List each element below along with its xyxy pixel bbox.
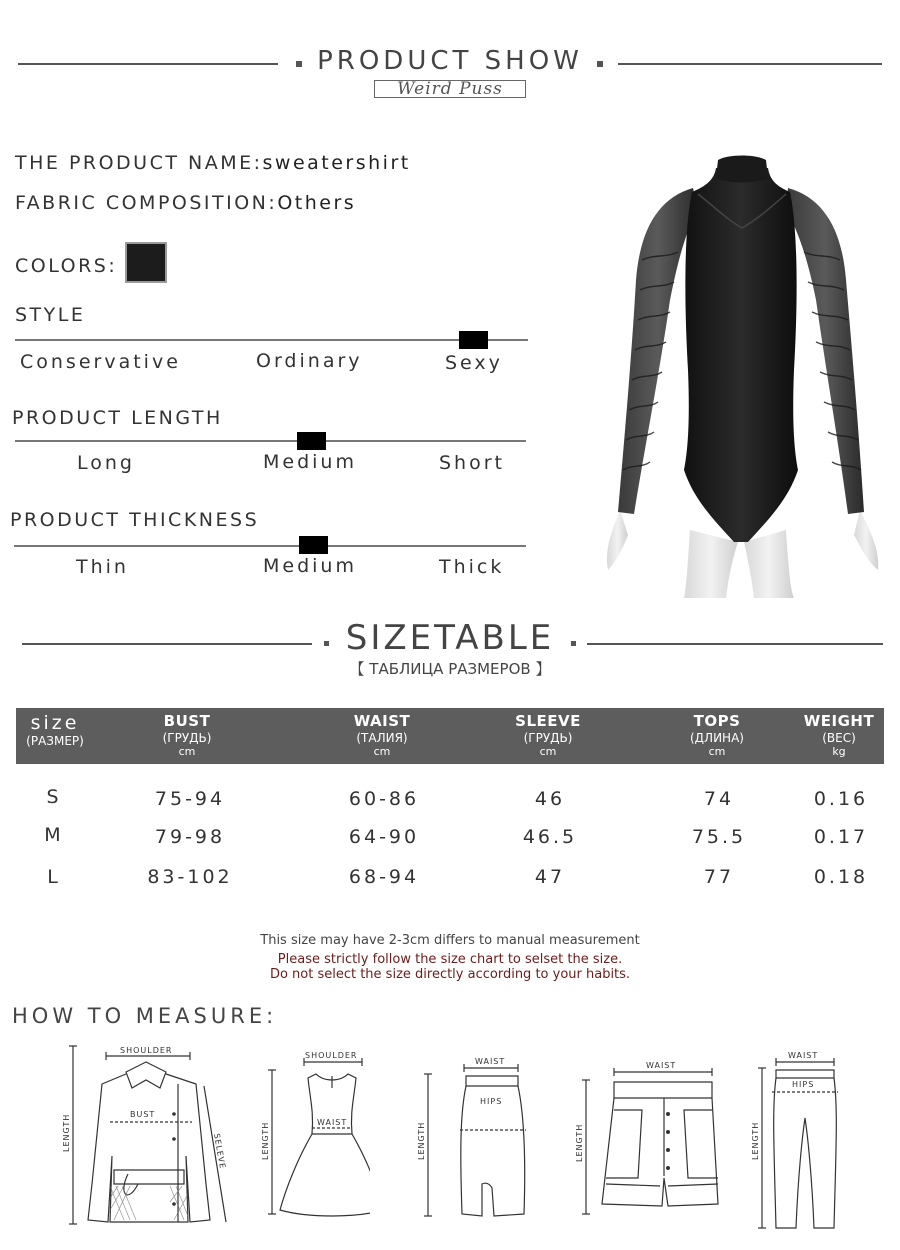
col-bust-ru: (ГРУДЬ) — [162, 731, 212, 745]
size-table-header — [16, 708, 884, 764]
style-option-conservative: Conservative — [20, 351, 181, 373]
cell-waist: 64-90 — [348, 826, 420, 848]
cell-bust: 75-94 — [154, 788, 226, 810]
length-option-long: Long — [77, 452, 135, 474]
header-rule-right — [618, 63, 882, 65]
length-option-short: Short — [439, 452, 505, 474]
sizetable-rule-right — [587, 643, 883, 645]
cell-tops: 74 — [703, 788, 735, 810]
thickness-scale-track — [14, 545, 526, 547]
col-size — [16, 708, 94, 748]
jacket-diagram — [58, 1044, 236, 1230]
size-warning-line1: Please strictly follow the size chart to selset the size. — [277, 952, 623, 967]
col-tops-ru: (ДЛИНА) — [690, 731, 744, 745]
cell-waist: 68-94 — [348, 866, 420, 888]
shorts-diagram — [572, 1058, 724, 1218]
brand-label: Weird Puss — [374, 80, 526, 98]
cell-sleeve: 47 — [534, 866, 566, 888]
how-to-measure-title: HOW TO MEASURE: — [12, 1004, 278, 1028]
col-sleeve-ru: (ГРУДЬ) — [523, 731, 573, 745]
shorts-length-label: LENGTH — [575, 1123, 584, 1162]
colors-label: COLORS: — [15, 255, 118, 277]
cell-weight: 0.18 — [813, 866, 869, 888]
fabric-value: Others — [277, 192, 357, 214]
cell-sleeve: 46 — [534, 788, 566, 810]
thickness-option-medium: Medium — [263, 555, 357, 577]
dress-length-label: LENGTH — [261, 1121, 270, 1160]
thickness-scale-marker — [299, 536, 328, 554]
length-scale-marker — [297, 432, 326, 450]
length-scale-track — [15, 440, 526, 442]
col-weight-main: WEIGHT — [803, 712, 875, 730]
sizetable-title: SIZETABLE — [345, 618, 555, 658]
color-swatch-black[interactable] — [125, 242, 167, 283]
product-name — [15, 152, 411, 174]
skirt-diagram — [414, 1054, 530, 1222]
col-waist-unit: cm — [373, 745, 391, 758]
page-title: PRODUCT SHOW — [317, 46, 583, 76]
cell-weight: 0.17 — [813, 826, 869, 848]
col-tops — [666, 708, 768, 758]
col-weight-ru: (ВЕС) — [822, 731, 856, 745]
cell-bust: 79-98 — [154, 826, 226, 848]
style-option-ordinary: Ordinary — [256, 350, 363, 372]
col-sleeve-unit: cm — [539, 745, 557, 758]
style-scale-track — [15, 339, 528, 341]
thickness-label: PRODUCT THICKNESS — [10, 509, 260, 531]
col-weight-unit: kg — [832, 745, 846, 758]
thickness-option-thin: Thin — [76, 556, 129, 578]
dress-diagram — [258, 1048, 370, 1220]
col-bust-main: BUST — [163, 712, 211, 730]
skirt-waist-label: WAIST — [475, 1057, 506, 1066]
cell-tops: 75.5 — [691, 826, 747, 848]
col-bust — [136, 708, 238, 758]
header-dot-right — [597, 61, 603, 67]
col-waist — [331, 708, 433, 758]
sizetable-subtitle: 【 ТАБЛИЦА РАЗМЕРОВ 】 — [349, 660, 551, 678]
size-warning — [0, 952, 900, 982]
col-bust-unit: cm — [178, 745, 196, 758]
jacket-shoulder-label: SHOULDER — [120, 1046, 173, 1055]
cell-waist: 60-86 — [348, 788, 420, 810]
style-scale-marker — [459, 331, 488, 349]
pants-length-label: LENGTH — [751, 1121, 760, 1160]
cell-sleeve: 46.5 — [522, 826, 578, 848]
col-tops-main: TOPS — [693, 712, 741, 730]
pants-hips-label: HIPS — [792, 1080, 815, 1089]
col-size-main: size — [30, 712, 80, 734]
length-label: PRODUCT LENGTH — [12, 407, 223, 429]
col-weight — [788, 708, 890, 758]
cell-size: L — [47, 866, 61, 888]
cell-size: M — [44, 824, 64, 846]
cell-bust: 83-102 — [147, 866, 233, 888]
fabric-composition — [15, 192, 356, 214]
product-image-bodysuit — [598, 150, 888, 598]
col-tops-unit: cm — [708, 745, 726, 758]
cell-tops: 77 — [703, 866, 735, 888]
skirt-length-label: LENGTH — [417, 1121, 426, 1160]
cell-weight: 0.16 — [813, 788, 869, 810]
fabric-label: FABRIC COMPOSITION: — [15, 192, 278, 214]
measurement-note: This size may have 2-3cm differs to manual measurement — [260, 933, 640, 948]
sizetable-dot-right — [571, 641, 576, 646]
col-waist-ru: (ТАЛИЯ) — [356, 731, 408, 745]
col-sleeve — [497, 708, 599, 758]
product-name-label: THE PRODUCT NAME: — [15, 152, 263, 174]
pants-waist-label: WAIST — [788, 1051, 819, 1060]
col-waist-main: WAIST — [353, 712, 411, 730]
length-option-medium: Medium — [263, 451, 357, 473]
col-size-ru: (РАЗМЕР) — [26, 734, 84, 748]
style-option-sexy: Sexy — [445, 352, 503, 374]
jacket-length-label: LENGTH — [62, 1113, 71, 1152]
thickness-option-thick: Thick — [439, 556, 505, 578]
size-warning-line2: Do not select the size directly according to your habits. — [269, 967, 631, 982]
style-label: STYLE — [15, 304, 86, 326]
cell-size: S — [46, 786, 62, 808]
skirt-hips-label: HIPS — [480, 1097, 503, 1106]
product-name-value: sweatershirt — [262, 152, 411, 174]
dress-waist-label: WAIST — [317, 1118, 348, 1127]
pants-diagram — [748, 1048, 852, 1232]
jacket-bust-label: BUST — [130, 1110, 156, 1119]
jacket-sleeve-label: SELEVE — [212, 1132, 228, 1170]
dress-shoulder-label: SHOULDER — [305, 1051, 358, 1060]
col-sleeve-main: SLEEVE — [515, 712, 581, 730]
shorts-waist-label: WAIST — [646, 1061, 677, 1070]
